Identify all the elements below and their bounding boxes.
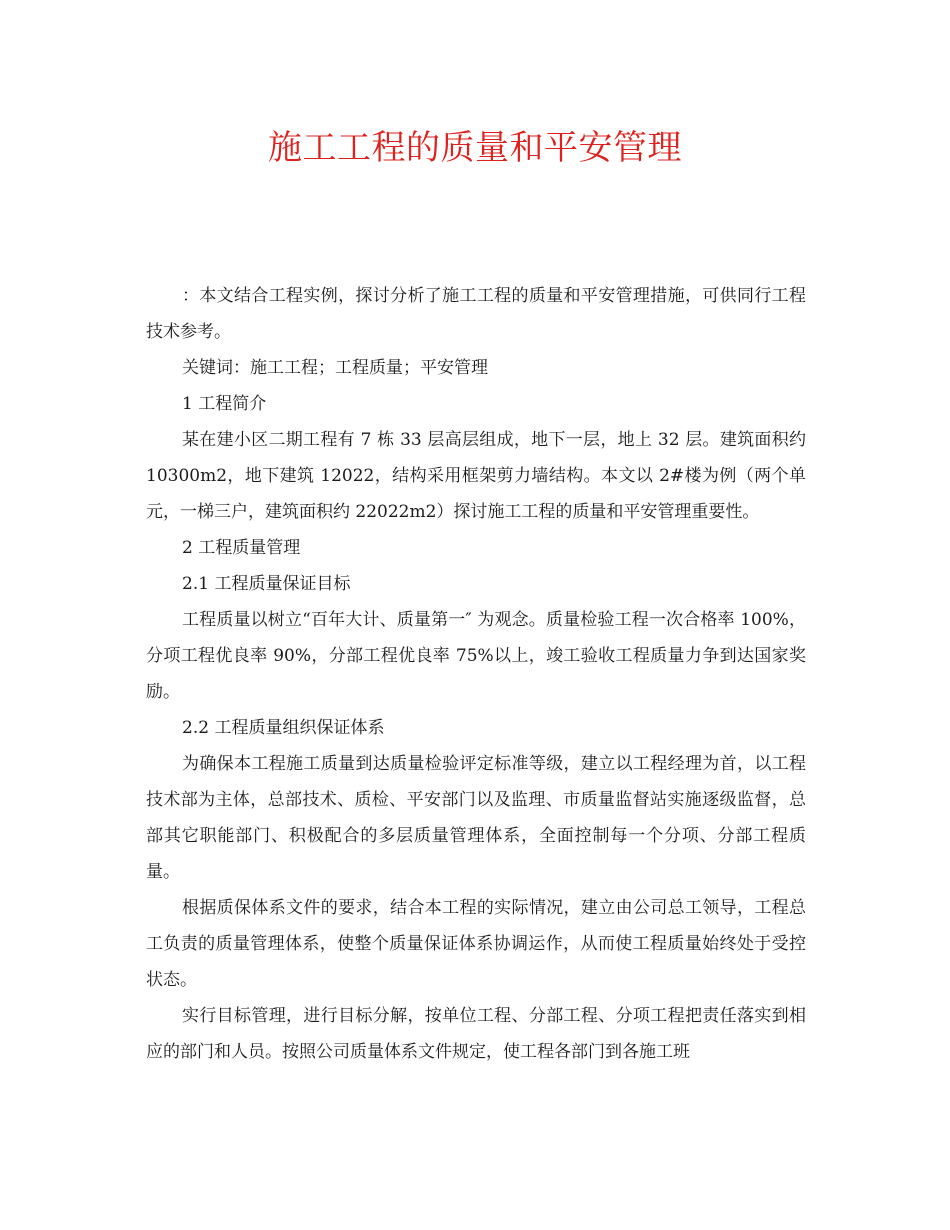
- abstract-paragraph: ：本文结合工程实例，探讨分析了施工工程的质量和平安管理措施，可供同行工程技术参考。: [146, 286, 806, 342]
- document-title: 施工工程的质量和平安管理: [268, 128, 682, 168]
- section-heading-1: 1 工程简介: [182, 394, 267, 414]
- keywords-paragraph: 关键词：施工工程；工程质量；平安管理: [182, 358, 488, 378]
- subsection-heading-2-2: 2.2 工程质量组织保证体系: [182, 718, 385, 738]
- section-heading-2: 2 工程质量管理: [182, 538, 301, 558]
- subsection-heading-2-1: 2.1 工程质量保证目标: [182, 574, 351, 594]
- body-paragraph: 根据质保体系文件的要求，结合本工程的实际情况，建立由公司总工领导，工程总工负责的质量管理体系，使整个质量保证体系协调运作，从而使工程质量始终处于受控状态。: [146, 898, 806, 990]
- body-paragraph: 实行目标管理，进行目标分解，按单位工程、分部工程、分项工程把责任落实到相应的部门和人员。按照公司质量体系文件规定，使工程各部门到各施工班: [146, 1006, 806, 1062]
- document-body: [146, 278, 806, 1070]
- body-paragraph: 为确保本工程施工质量到达质量检验评定标准等级，建立以工程经理为首，以工程技术部为主体，总部技术、质检、平安部门以及监理、市质量监督站实施逐级监督，总部其它职能部门、积极配合的多层质量管理体系，全面控制每一个分项、分部工程质量。: [146, 754, 806, 882]
- body-paragraph: 工程质量以树立“百年大计、质量第一″ 为观念。质量检验工程一次合格率 100%，分项工程优良率 90%，分部工程优良率 75%以上，竣工验收工程质量力争到达国家奖励。: [146, 610, 806, 702]
- body-paragraph: 某在建小区二期工程有 7 栋 33 层高层组成，地下一层，地上 32 层。建筑面积约 10300m2，地下建筑 12022，结构采用框架剪力墙结构。本文以 2#楼为例（两个单元，一梯三户，建筑面积约 22022m2）探讨施工工程的质量和平安管理重要性。: [146, 430, 806, 522]
